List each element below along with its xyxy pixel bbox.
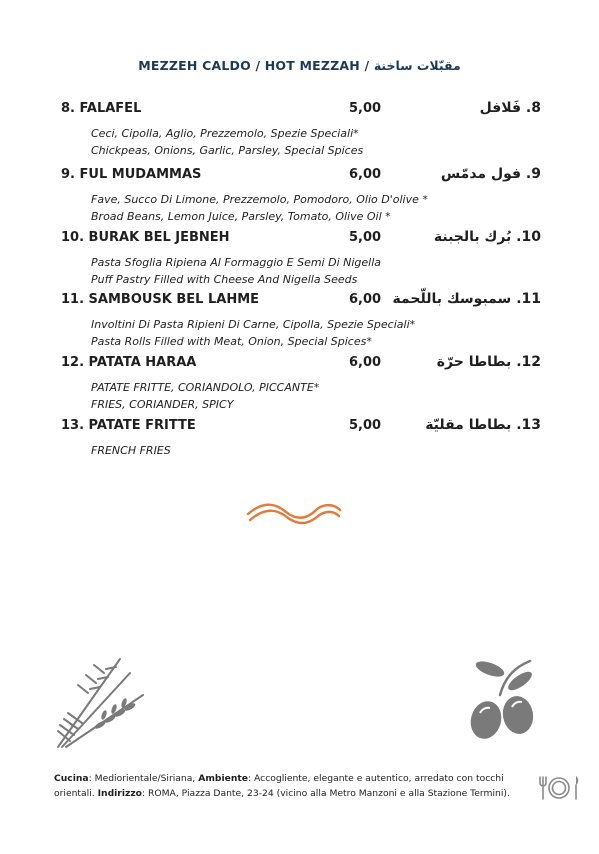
item-name: 11. SAMBOUSK BEL LAHME <box>61 292 260 307</box>
item-description-it: Involtini Di Pasta Ripieni Di Carne, Cipolla, Spezie Speciali* <box>91 318 416 331</box>
item-price: 6,00 <box>349 167 382 182</box>
wave-divider-icon <box>244 500 344 526</box>
ambiente-label: Ambiente <box>198 773 249 784</box>
item-arabic-name: 8. فَلافل <box>479 100 541 116</box>
item-arabic-name: 11. سمبوسك باللّحمة <box>392 291 541 307</box>
item-description-it: Ceci, Cipolla, Aglio, Prezzemolo, Spezie Speciali* <box>91 127 359 140</box>
item-arabic-name: 12. بطاطا حرّة <box>436 354 541 370</box>
item-price: 5,00 <box>349 230 382 245</box>
menu-item-falafel <box>0 101 599 159</box>
olive-branch-icon <box>460 655 545 750</box>
restaurant-info <box>54 771 534 801</box>
menu-item-burak-bel-jebneh <box>0 230 599 288</box>
cucina-label: Cucina <box>54 773 89 784</box>
item-description-en: FRIES, CORIANDER, SPICY <box>91 398 234 411</box>
item-description-it: FRENCH FRIES <box>91 444 171 457</box>
item-description-en: Chickpeas, Onions, Garlic, Parsley, Special Spices <box>91 144 364 157</box>
item-description-it: Pasta Sfoglia Ripiena Al Formaggio E Semi Di Nigella <box>91 256 382 269</box>
item-arabic-name: 13. بطاطا مقليّة <box>425 417 541 433</box>
item-name: 13. PATATE FRITTE <box>61 418 196 433</box>
item-description-en: Puff Pastry Filled with Cheese And Nigella Seeds <box>91 273 358 286</box>
cutlery-plate-icon <box>537 775 581 801</box>
item-description-en: Pasta Rolls Filled with Meat, Onion, Special Spices* <box>91 335 372 348</box>
item-description-it: PATATE FRITTE, CORIANDOLO, PICCANTE* <box>91 381 320 394</box>
item-name: 12. PATATA HARAA <box>61 355 197 370</box>
menu-item-sambousk-bel-lahme <box>0 292 599 350</box>
section-title: MEZZEH CALDO / HOT MEZZAH / مقبّلات ساخنة <box>138 58 461 73</box>
item-price: 5,00 <box>349 101 382 116</box>
item-description-en: Broad Beans, Lemon Juice, Parsley, Tomato, Olive Oil * <box>91 210 391 223</box>
menu-item-patate-fritte <box>0 418 599 459</box>
menu-item-ful-mudammas <box>0 167 599 225</box>
ambiente-value: : Accogliente, elegante e autentico, arredato con tocchi orientali. <box>54 773 504 799</box>
item-arabic-name: 10. بُرك بالجبنة <box>433 229 541 245</box>
item-name: 8. FALAFEL <box>61 101 142 116</box>
indirizzo-label: Indirizzo <box>97 788 142 799</box>
item-arabic-name: 9. فول مدمّس <box>440 166 541 182</box>
item-description-it: Fave, Succo Di Limone, Prezzemolo, Pomodoro, Olio D'olive * <box>91 193 428 206</box>
item-name: 10. BURAK BEL JEBNEH <box>61 230 230 245</box>
indirizzo-value: : ROMA, Piazza Dante, 23-24 (vicino alla Metro Manzoni e alla Stazione Termini). <box>141 788 510 799</box>
item-price: 6,00 <box>349 355 382 370</box>
item-price: 5,00 <box>349 418 382 433</box>
wheat-icon <box>48 655 158 750</box>
item-name: 9. FUL MUDAMMAS <box>61 167 202 182</box>
cucina-value: : Mediorientale/Siriana, <box>88 773 199 784</box>
item-price: 6,00 <box>349 292 382 307</box>
menu-item-patata-haraa <box>0 355 599 413</box>
